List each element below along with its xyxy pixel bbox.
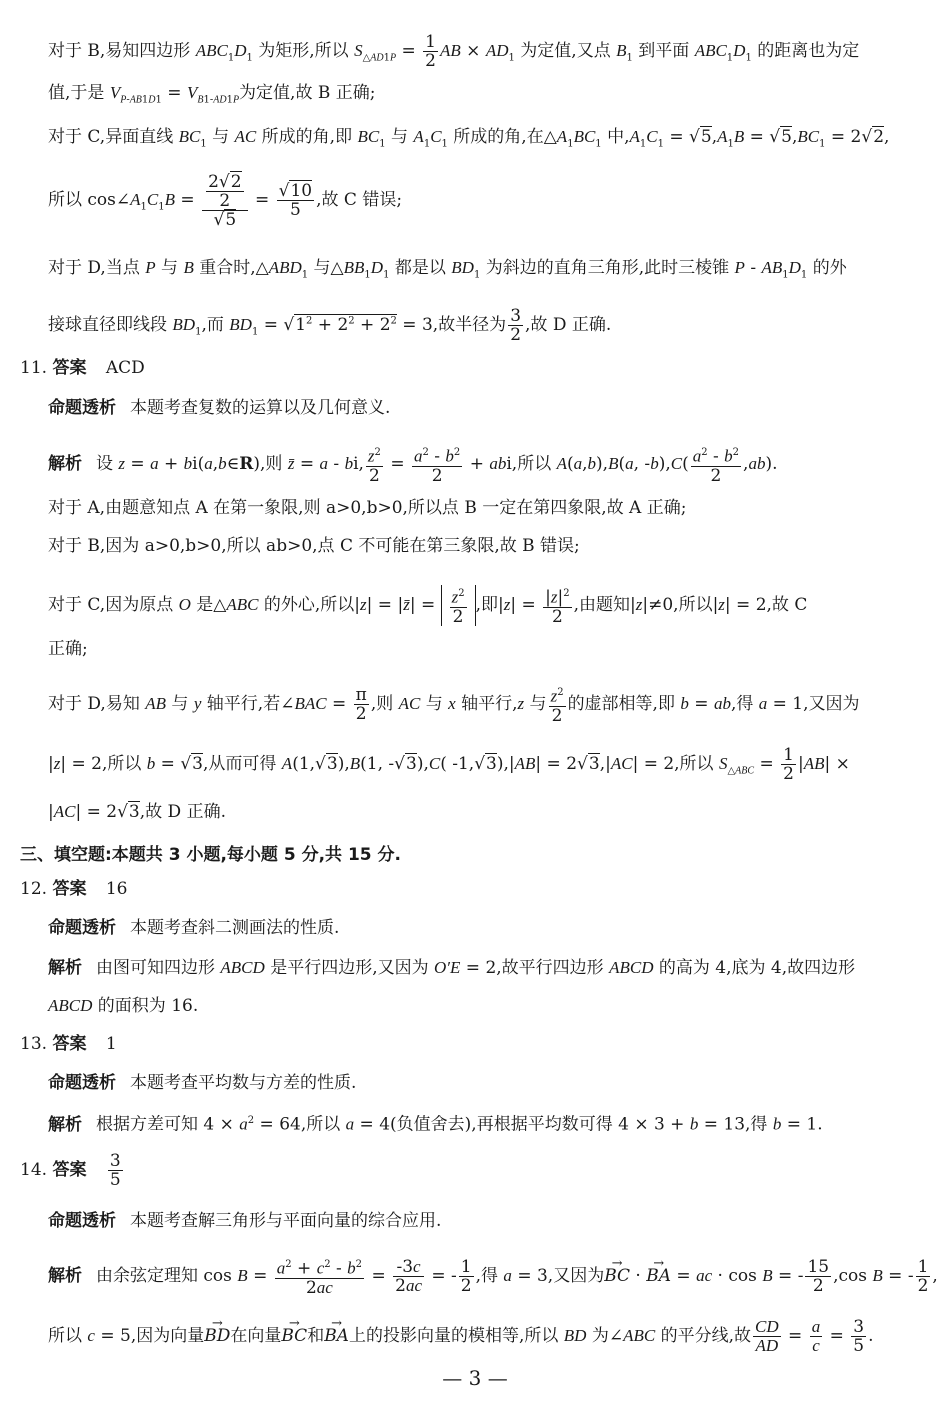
q14-answer-label: 答案	[52, 1160, 87, 1180]
q14-answer-fraction: $\frac{3}{5}$	[109, 1151, 121, 1190]
q11-answer-row	[20, 357, 145, 379]
q11-option-c-line1: 对于 C,因为原点 O 是△ABC 的外心,所以|z| = |z̄| = $\frac{z^2}{2}$ ,即|z| = $\frac{|z|^2}{2}$ ,由题知|z|≠0,所以|z| = 2,故 C	[48, 585, 807, 626]
q12-analysis-row: 解析 由图可知四边形 ABCD 是平行四边形,又因为 O′E = 2,故平行四边形 ABCD 的高为 4,底为 4,故四边形	[48, 958, 856, 978]
q10-c-line2: 所以 $\cos\angle A_1C_1B$ = $\frac{\frac{2√2}{2}}{√5}$ = $\frac{√10}{5}$ ,故 C 错误;	[48, 171, 403, 230]
q14-intent: 本题考查解三角形与平面向量的综合应用.	[130, 1211, 442, 1231]
q14-intent-label: 命题透析	[48, 1211, 116, 1231]
q14-answer-row	[20, 1150, 125, 1190]
q10-d-line2: 接球直径即线段 $BD_1$,而 $BD_1 = √1^2 + 2^2 + 2^2 = 3$,故半径为 $\frac{3}{2}$ ,故 D 正确.	[48, 306, 612, 345]
q12-answer-row	[20, 878, 128, 900]
q14-number: 14.	[20, 1160, 48, 1180]
q11-option-c-line2: 正确;	[48, 639, 88, 659]
q11-option-a: 对于 A,由题意知点 A 在第一象限,则 a>0,b>0,所以点 B 一定在第四象限,故 A 正确;	[48, 498, 687, 518]
q13-intent-label: 命题透析	[48, 1073, 116, 1093]
q13-number: 13.	[20, 1034, 48, 1054]
q11-analysis-row: 解析 设 z = a + bi(a,b∈R),则 z̄ = a - bi, $\frac{z^2}{2}$ = $\frac{a^2 - b^2}{2}$ + abi,所以 A(a,b),B(a, -b),C( $\frac{a^2 - b^2}{2}$ ,ab).	[48, 444, 777, 485]
q12-answer-label: 答案	[52, 879, 87, 899]
q12-intent: 本题考查斜二测画法的性质.	[130, 918, 340, 938]
q10-c-line1: 对于 C,异面直线 $BC_1$ 与 AC 所成的角,即 $BC_1$ 与 $A_1C_1$ 所成的角,在$\triangle A_1BC_1$ 中$,A_1C_1 = √5,A_1B = √5,BC_1 = 2√2$,	[48, 127, 890, 150]
q12-answer: 16	[105, 879, 128, 899]
q13-intent-row	[48, 1072, 356, 1094]
q11-answer: ACD	[105, 358, 145, 378]
q10-b-line2: 值,于是 $V_{P-AB1D1} = V_{B1-AD1P}$为定值,故 B 正确;	[48, 83, 376, 106]
q10-d-line1: 对于 D,当点 P 与 B 重合时$,\triangle ABD_1$ 与$\triangle BB_1D_1$ 都是以 $BD_1$ 为斜边的直角三角形,此时三棱锥 P - $AB_1D_1$ 的外	[48, 258, 847, 281]
q13-answer: 1	[105, 1034, 117, 1054]
q11-number: 11.	[20, 358, 48, 378]
q11-option-d-line3: |AC| = 2√3,故 D 正确.	[48, 802, 226, 822]
q11-analysis-label: 解析	[48, 453, 82, 474]
q13-intent: 本题考查平均数与方差的性质.	[130, 1073, 357, 1093]
q12-intent-row	[48, 917, 339, 939]
page-number: — 3 —	[442, 1366, 508, 1390]
q12-analysis-line2: ABCD 的面积为 16.	[48, 996, 199, 1016]
q11-intent-row	[48, 397, 390, 419]
q12-number: 12.	[20, 879, 48, 899]
q14-intent-row	[48, 1210, 441, 1232]
q14-analysis-line2: 所以 c = 5,因为向量→ BD在向量→ BC和→ BA上的投影向量的模相等,所以 BD 为∠ABC 的平分线,故 $\frac{CD}{AD}$ = $\frac{a}{c}$ = $\frac{3}{5}$ .	[48, 1318, 874, 1355]
q11-answer-label: 答案	[52, 358, 87, 378]
q11-option-d-line2: |z| = 2,所以 b = √3,从而可得 A(1,√3),B(1, -√3),C( -1,√3),|AB| = 2√3,|AC| = 2,所以 $S_{\triangle ABC}$ = $\frac{1}{2}$ |AB| ×	[48, 745, 850, 784]
q12-intent-label: 命题透析	[48, 918, 116, 938]
q11-intent: 本题考查复数的运算以及几何意义.	[130, 398, 391, 418]
section-3-heading: 三、填空题:本题共 3 小题,每小题 5 分,共 15 分.	[20, 845, 401, 865]
q11-intent-label: 命题透析	[48, 398, 116, 418]
q10-b-line1: 对于 B,易知四边形 $ABC_1D_1$ 为矩形,所以 $S_{\triangle AD1P}$ = $\frac{1}{2}$ AB × $AD_1$ 为定值,又点 $B_1$ 到平面 $ABC_1D_1$ 的距离也为定	[48, 32, 860, 71]
q13-analysis-row: 解析 根据方差可知 $4 \times a^2 = 64$,所以 a = 4(负值舍去),再根据平均数可得 4 × 3 + b = 13,得 b = 1.	[48, 1114, 823, 1135]
q13-analysis-label: 解析	[48, 1114, 82, 1135]
q12-analysis-label: 解析	[48, 958, 82, 978]
q13-answer-label: 答案	[52, 1034, 87, 1054]
q14-analysis-label: 解析	[48, 1265, 82, 1286]
q11-option-d-line1: 对于 D,易知 AB 与 y 轴平行,若∠BAC = $\frac{\pi}{2}$ ,则 AC 与 x 轴平行,z 与 $\frac{z^2}{2}$ 的虚部相等,即 b = ab,得 a = 1,又因为	[48, 684, 860, 726]
q11-option-b: 对于 B,因为 a>0,b>0,所以 ab>0,点 C 不可能在第三象限,故 B 错误;	[48, 536, 580, 556]
q13-answer-row	[20, 1033, 117, 1055]
q14-analysis-row: 解析 由余弦定理知 cos B = $\frac{a^2 + c^2 - b^2}{2ac}$ = $\frac{-3c}{2ac}$ = - $\frac{1}{2}$ ,得 a = 3,又因为→ BC · → BA = ac · cos B = - $\frac{15}{2}$ ,cos B = - $\frac{1}{2}$ ,	[48, 1256, 938, 1297]
